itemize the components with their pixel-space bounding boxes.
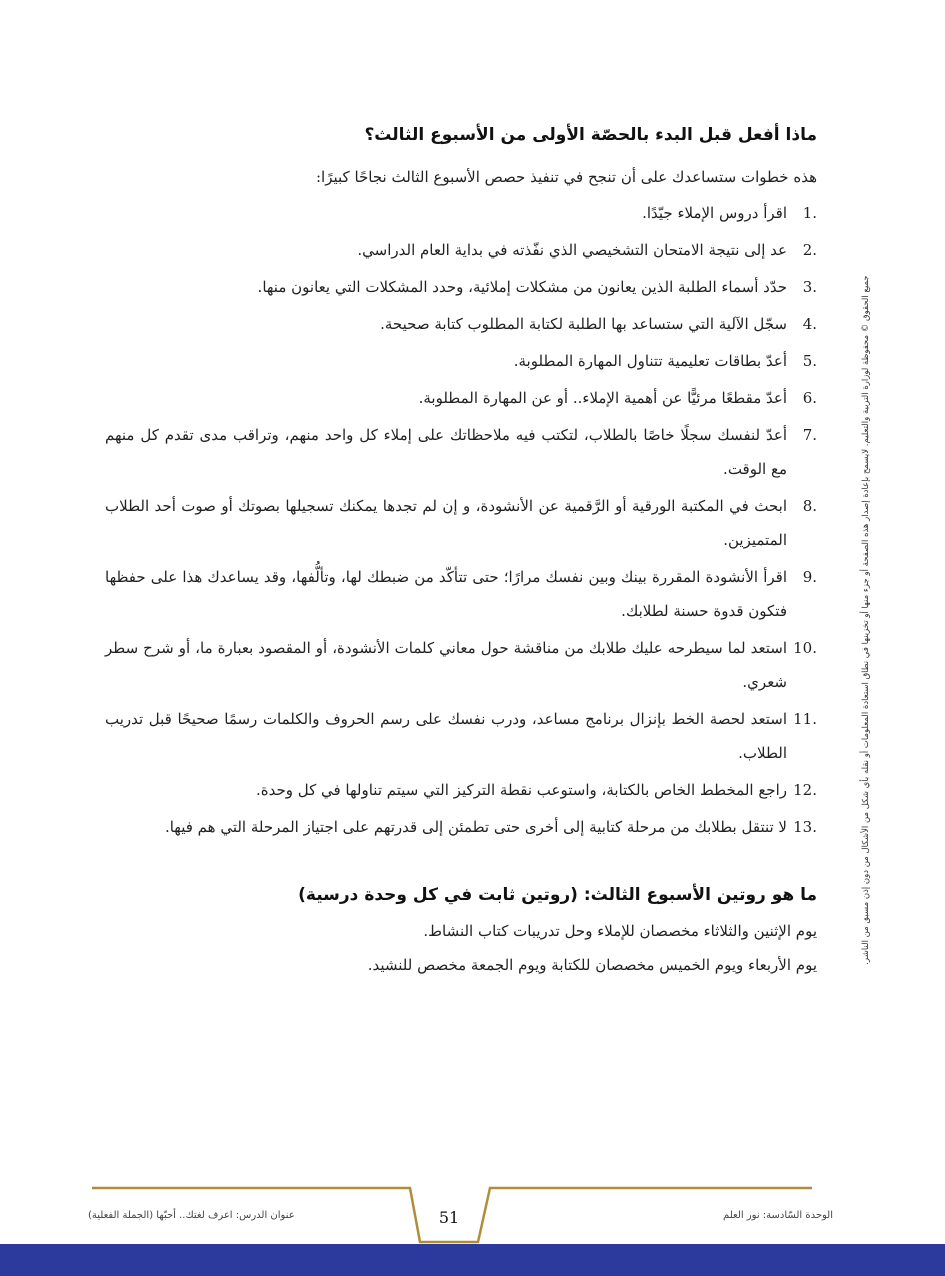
page-number: 51 xyxy=(438,1208,460,1227)
item-number: 9. xyxy=(802,568,817,586)
routine-heading: ما هو روتين الأسبوع الثالث: (روتين ثابت في كل وحدة درسية) xyxy=(298,885,817,905)
list-item xyxy=(105,344,817,378)
footer-lesson-title: عنوان الدرس: اعرف لغتك.. أحبّها (الجملة الفعلية) xyxy=(88,1210,295,1221)
item-text: لا تنتقل بطلابك من مرحلة كتابية إلى أخرى حتى تطمئن إلى قدرتهم على اجتياز المرحلة التي هم فيها. xyxy=(164,818,787,836)
item-number: 3. xyxy=(802,278,817,296)
item-text: اقرأ الأنشودة المقررة بينك وبين نفسك مرارًا؛ حتى تتأكّد من ضبطك لها، وتألُّفها، وقد يساعدك هذا على حفظها فتكون قدوة حسنة لطلابك. xyxy=(105,568,787,620)
item-number: 2. xyxy=(802,241,817,259)
list-item xyxy=(105,702,817,770)
item-text: راجع المخطط الخاص بالكتابة، واستوعب نقطة التركيز التي سيتم تناولها في كل وحدة. xyxy=(255,781,787,799)
item-number: 12. xyxy=(793,781,817,799)
item-number: 8. xyxy=(802,497,817,515)
item-text: استعد لما سيطرحه عليك طلابك من مناقشة حول معاني كلمات الأنشودة، أو المقصود بعبارة ما، أو شرح سطر شعري. xyxy=(105,639,787,691)
item-number: 10. xyxy=(793,639,817,657)
item-number: 11. xyxy=(793,710,817,728)
list-item xyxy=(105,270,817,304)
copyright-text: جميع الحقوق © محفوظة لوزارة التربية والتعليم. لايسمح بإعادة إصدار هذه الصفحة أو جزء منها أو تخزينها في نطاق استعادة المعلومات أو نقله بأي شكل من الأشكال من دون إذن مسبق من الناشر. xyxy=(861,275,871,965)
item-number: 5. xyxy=(802,352,817,370)
list-item xyxy=(105,810,817,844)
item-text: عد إلى نتيجة الامتحان التشخيصي الذي نفّذته في بداية العام الدراسي. xyxy=(357,241,787,259)
list-item xyxy=(105,233,817,267)
routine-section xyxy=(105,878,817,982)
item-text: اقرأ دروس الإملاء جيّدًا. xyxy=(642,204,787,222)
list-item xyxy=(105,307,817,341)
item-number: 7. xyxy=(802,426,817,444)
list-item xyxy=(105,418,817,486)
intro-text: هذه خطوات ستساعدك على أن تنجح في تنفيذ حصص الأسبوع الثالث نجاحًا كبيرًا: xyxy=(315,168,817,186)
item-text: استعد لحصة الخط بإنزال برنامج مساعد، ودرب نفسك على رسم الحروف والكلمات رسمًا صحيحًا قبل تدريب الطلاب. xyxy=(105,710,787,762)
item-number: 4. xyxy=(802,315,817,333)
list-item xyxy=(105,773,817,807)
item-number: 6. xyxy=(802,389,817,407)
item-text: أعدّ مقطعًا مرئيًّا عن أهمية الإملاء.. أو عن المهارة المطلوبة. xyxy=(418,389,787,407)
section-heading: ماذا أفعل قبل البدء بالحصّة الأولى من الأسبوع الثالث؟ xyxy=(364,125,817,145)
main-content xyxy=(105,118,817,982)
routine-line: يوم الإثنين والثلاثاء مخصصان للإملاء وحل تدريبات كتاب النشاط. xyxy=(423,922,817,940)
item-text: ابحث في المكتبة الورقية أو الرَّقمية عن الأنشودة، و إن لم تجدها يمكنك تسجيلها بصوتك أو صوت أحد الطلاب المتميزين. xyxy=(105,497,787,549)
footer-unit-title: الوحدة السّادسة: نور العلم xyxy=(723,1210,833,1221)
list-item xyxy=(105,489,817,557)
list-item xyxy=(105,196,817,230)
steps-list xyxy=(105,196,817,844)
list-item xyxy=(105,381,817,415)
item-number: 1. xyxy=(802,204,817,222)
item-text: حدّد أسماء الطلبة الذين يعانون من مشكلات إملائية، وحدد المشكلات التي يعانون منها. xyxy=(257,278,787,296)
list-item xyxy=(105,560,817,628)
footer-band xyxy=(0,1244,945,1276)
item-number: 13. xyxy=(793,818,817,836)
item-text: سجّل الآلية التي ستساعد بها الطلبة لكتابة المطلوب كتابة صحيحة. xyxy=(380,315,787,333)
routine-line: يوم الأربعاء ويوم الخميس مخصصان للكتابة ويوم الجمعة مخصص للنشيد. xyxy=(367,956,817,974)
item-text: أعدّ بطاقات تعليمية تتناول المهارة المطلوبة. xyxy=(513,352,787,370)
item-text: أعدّ لنفسك سجلًا خاصًا بالطلاب، لتكتب فيه ملاحظاتك على إملاء كل واحد منهم، وتراقب مدى تقدم كل منهم مع الوقت. xyxy=(105,426,787,478)
list-item xyxy=(105,631,817,699)
